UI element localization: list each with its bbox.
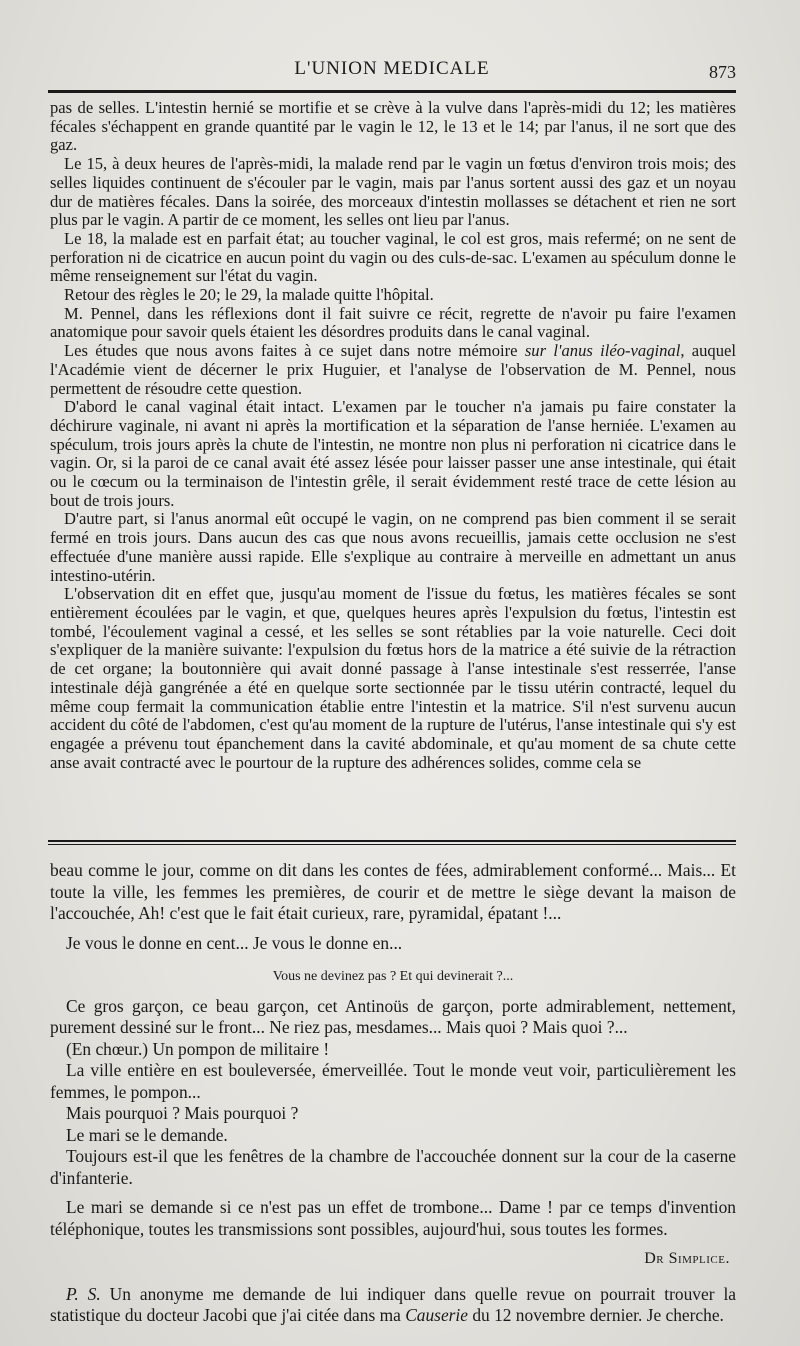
feuilleton-paragraph: Toujours est-il que les fenêtres de la chambre de l'accouchée donnent sur la cour de la caserne d'infanterie.: [50, 1146, 736, 1188]
feuilleton-paragraph: Ce gros garçon, ce beau garçon, cet Antinoüs de garçon, porte admirablement, nettement, purement dessiné sur le front... Ne riez pas, mesdames... Mais quoi ? Mais quoi ?...: [50, 995, 736, 1037]
page-number: 873: [709, 62, 736, 82]
feuilleton-paragraph: beau comme le jour, comme on dit dans les contes de fées, admirablement conformé... Mais... Et toute la ville, les femmes les premières, de courir et de mettre le siège devant la maison de l'accouchée, Ah! c'est que le fait était curieux, rare, pyramidal, épatant !...: [50, 860, 736, 923]
feuilleton-paragraph: (En chœur.) Un pompon de militaire !: [66, 1038, 330, 1059]
feuilleton-paragraph: Je vous le donne en cent... Je vous le donne en...: [66, 932, 403, 953]
author-signature: Dr Simplice.: [644, 1250, 730, 1267]
memoir-title: sur l'anus iléo-vaginal: [524, 341, 681, 361]
text-run: , auquel l'Académie vient de décerner le prix Huguier, et l'analyse de l'observation de M. Pennel, nous permettent de résoudre cette question.: [50, 341, 736, 398]
feuilleton-paragraph: Le mari se le demande.: [66, 1124, 228, 1145]
article-paragraph: Le 18, la malade est en parfait état; au toucher vaginal, le col est gros, mais refermé; on ne sent de perforation ni de cicatrice en aucun point du vagin ou des culs-de-sac. L'examen au spéculum donne le même renseignement sur l'état du vagin.: [50, 228, 736, 286]
text-run: du 12 novembre dernier. Je cherche.: [467, 1305, 724, 1325]
centered-line: Vous ne devinez pas ? Et qui devinerait ?...: [272, 969, 514, 984]
page-header: [48, 56, 736, 84]
postscript: [50, 1284, 736, 1327]
article-paragraph: [50, 342, 736, 398]
text-run: Les études que nous avons faites à ce sujet dans notre mémoire: [64, 341, 525, 361]
text-run: Un anonyme me demande de lui indiquer dans quelle revue on pourrait trouver la statistique du docteur Jacobi que j'ai citée dans ma: [50, 1283, 737, 1325]
article-paragraph: M. Pennel, dans les réflexions dont il fait suivre ce récit, regrette de n'avoir pu faire l'examen anatomique pour savoir quels étaient les désordres produits dans le canal vaginal.: [50, 303, 736, 342]
running-title: L'UNION MEDICALE: [294, 58, 490, 79]
feuilleton-body: [50, 860, 736, 1327]
article-body: [50, 99, 736, 772]
causerie-title: Causerie: [405, 1305, 468, 1325]
article-paragraph: D'abord le canal vaginal était intact. L'examen par le toucher n'a jamais pu faire constater la déchirure vaginale, ni avant ni après la mortification et la séparation de l'anse herniée. L'examen au spéculum, trois jours après la chute de l'intestin, ne montre non plus ni perforation ni cicatrice dans le vagin. Or, si la paroi de ce canal avait été assez lésée pour laisser passer une anse intestinale, qui était ou le cœcum ou la terminaison de l'intestin grêle, il serait évidemment resté trace de cette lésion au bout de trois jours.: [50, 397, 736, 510]
header-rule: [48, 90, 736, 93]
article-paragraph: Le 15, à deux heures de l'après-midi, la malade rend par le vagin un fœtus d'environ trois mois; des selles liquides continuent de s'écouler par le vagin, mais par l'anus sortent aussi des gaz et un noyau dur de matières fécales. Dans la soirée, des morceaux d'intestin mollasses se détachent et rien ne sort plus par le vagin. A partir de ce moment, les selles ont lieu par l'anus.: [50, 154, 736, 230]
feuilleton-paragraph: Mais pourquoi ? Mais pourquoi ?: [66, 1103, 299, 1123]
article-paragraph: pas de selles. L'intestin hernié se mortifie et se crève à la vulve dans l'après-midi du 12; les matières fécales s'échappent en grande quantité par le vagin le 12, le 13 et le 14; par l'anus, il ne sort que des gaz.: [50, 98, 736, 155]
feuilleton-paragraph: Le mari se demande si ce n'est pas un effet de trombone... Dame ! par ce temps d'invention téléphonique, toutes les transmissions sont possibles, aujourd'hui, sous toutes les formes.: [50, 1197, 736, 1239]
article-paragraph: Retour des règles le 20; le 29, la malade quitte l'hôpital.: [64, 285, 434, 305]
article-paragraph: L'observation dit en effet que, jusqu'au moment de l'issue du fœtus, les matières fécales se sont entièrement écoulées par le vagin, et que, quelques heures après l'expulsion du fœtus, l'intestin est tombé, l'écoulement vaginal a cessé, et les selles se sont rétablies par la voie naturelle. Ceci doit s'expliquer de la manière suivante: l'expulsion du fœtus hors de la matrice a été suivie de la rétraction de cet organe; la boutonnière qui avait donné passage à l'anse intestinale s'est resserrée, l'anse intestinale déjà gangrénée a été en quelque sorte sectionnée par le tissu utérin contracté, lequel du même coup fermait la communication établie entre l'intestin et la matrice. S'il n'est survenu aucun accident du côté de l'abdomen, c'est qu'au moment de la rupture de l'utérus, l'anse intestinale qui s'y est engagée a prévenu tout épanchement dans la cavité abdominale, et qu'au moment de sa chute cette anse avait contracté avec le pourtour de la rupture des adhérences solides, comme cela se: [50, 584, 736, 772]
article-paragraph: D'autre part, si l'anus anormal eût occupé le vagin, on ne comprend pas bien comment il se serait fermé en trois jours. Dans aucun des cas que nous avons recueillis, jamais cette occlusion ne s'est effectuée d'une manière aussi rapide. Elle s'explique au contraire à merveille en admettant un anus intestino-utérin.: [50, 509, 736, 585]
feuilleton-divider: [48, 840, 736, 845]
ps-label: P. S.: [66, 1283, 101, 1304]
feuilleton-paragraph: La ville entière en est bouleversée, émerveillée. Tout le monde veut voir, particulièrement les femmes, le pompon...: [50, 1060, 736, 1102]
